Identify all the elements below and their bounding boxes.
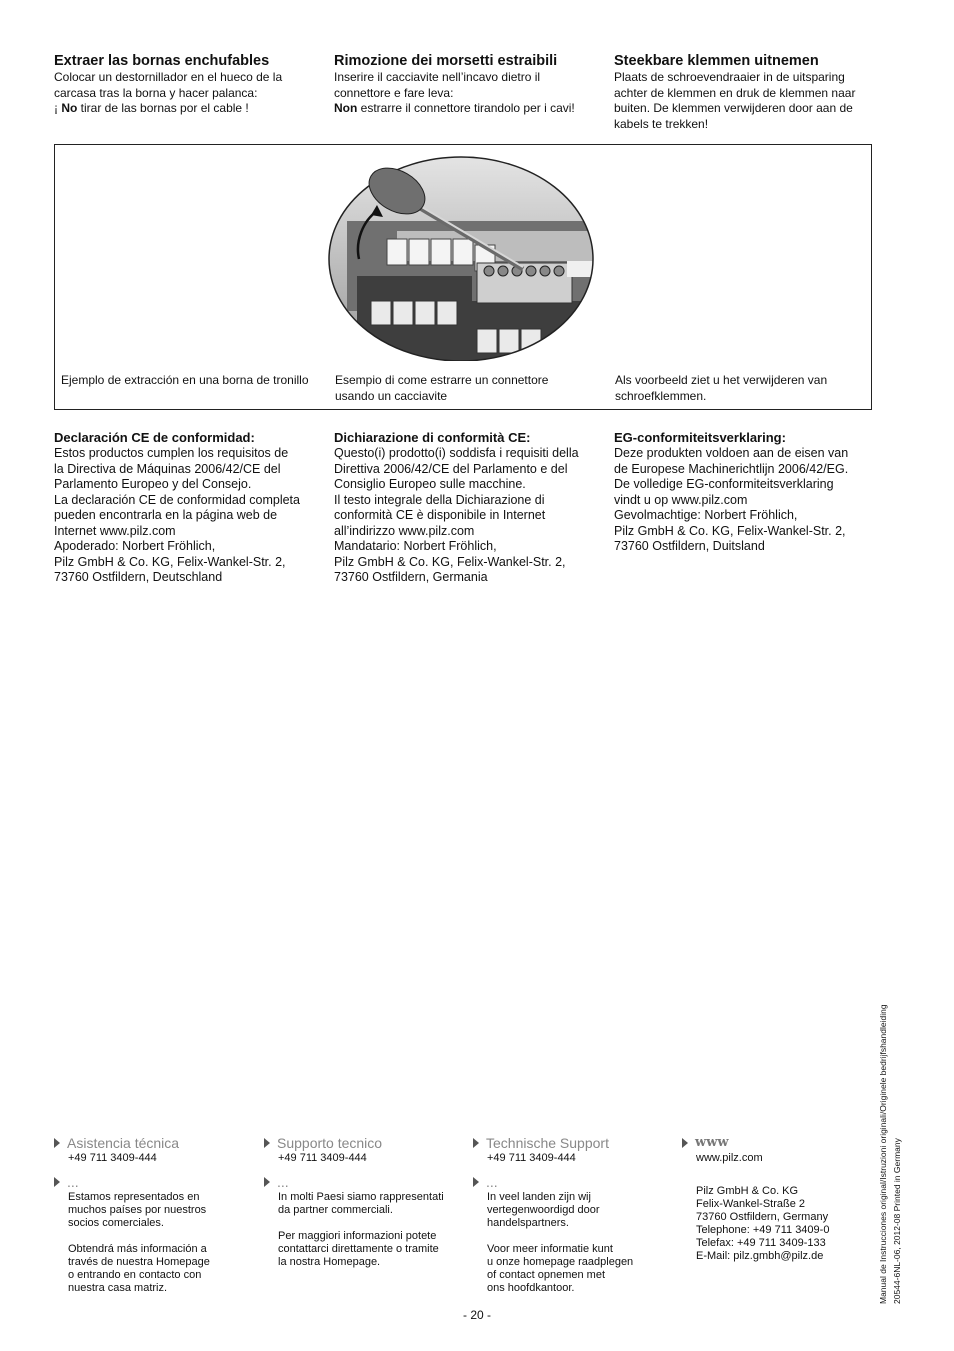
caption-es: Ejemplo de extracción en una borna de tronillo <box>61 373 309 387</box>
declaration-line: Consiglio Europeo sulle macchine. <box>334 477 526 491</box>
footer-line: o entrando en contacto con <box>68 1269 202 1281</box>
declaration-line: Internet www.pilz.com <box>54 523 176 538</box>
website-link[interactable]: www.pilz.com <box>696 1152 763 1164</box>
triangle-bullet-icon <box>54 1177 60 1187</box>
section-es-instructions <box>54 52 316 117</box>
declaration-line: la Directiva de Máquinas 2006/42/CE del <box>54 461 281 476</box>
triangle-bullet-icon <box>473 1138 479 1148</box>
document-number-vertical: 20544-6NL-06, 2012-08 Printed in Germany <box>892 1138 902 1304</box>
footer-line: da partner commerciali. <box>278 1204 393 1216</box>
instruction-line: achter de klemmen en druk de klemmen naar <box>614 85 856 100</box>
declaration-es <box>54 430 324 586</box>
declaration-line: Il testo integrale della Dichiarazione di <box>334 492 545 507</box>
address-line: Pilz GmbH & Co. KG <box>696 1185 799 1197</box>
footer-line: ons hoofdkantoor. <box>487 1282 575 1294</box>
triangle-bullet-icon <box>264 1138 270 1148</box>
footer-line: handelspartners. <box>487 1217 569 1229</box>
email-line[interactable]: E-Mail: pilz.gmbh@pilz.de <box>696 1250 824 1262</box>
support-heading: Supporto tecnico <box>264 1134 454 1152</box>
footer-line: Per maggiori informazioni potete <box>278 1230 437 1242</box>
footer-line: la nostra Homepage. <box>278 1256 381 1268</box>
footer-line: muchos países por nuestros <box>68 1204 207 1216</box>
declaration-title: Dichiarazione di conformità CE: <box>334 430 531 445</box>
instruction-warning: ¡ No tirar de las bornas por el cable ! <box>54 101 249 115</box>
triangle-bullet-icon <box>264 1177 270 1187</box>
more-heading: ... <box>54 1173 244 1191</box>
support-phone: +49 711 3409-444 <box>278 1152 367 1164</box>
declaration-line: De volledige EG-conformiteitsverklaring <box>614 477 834 491</box>
support-phone: +49 711 3409-444 <box>487 1152 576 1164</box>
section-title: Steekbare klemmen uitnemen <box>614 53 819 69</box>
declaration-line: Gevolmachtige: Norbert Fröhlich, <box>614 508 798 522</box>
footer-nl <box>473 1134 663 1295</box>
footer-line: través de nuestra Homepage <box>68 1256 210 1268</box>
declaration-line: Apoderado: Norbert Fröhlich, <box>54 539 216 553</box>
address-line: 73760 Ostfildern, Germany <box>696 1211 829 1223</box>
instruction-line: Plaats de schroevendraaier in de uitsparing <box>614 70 845 84</box>
instruction-line: kabels te trekken! <box>614 116 709 131</box>
instruction-line: Inserire il cacciavite nell’incavo dietro il <box>334 70 541 84</box>
footer-line: socios comerciales. <box>68 1217 164 1229</box>
more-heading: ... <box>264 1173 454 1191</box>
declaration-line: 73760 Ostfildern, Germania <box>334 570 488 584</box>
terminal-removal-illustration <box>327 151 597 361</box>
footer-line: of contact opnemen met <box>487 1269 606 1281</box>
declaration-line: 73760 Ostfildern, Deutschland <box>54 570 223 584</box>
footer-line: Obtendrá más información a <box>68 1243 207 1255</box>
section-title: Rimozione dei morsetti estraibili <box>334 53 558 69</box>
document-reference <box>876 1004 904 1304</box>
more-heading: ... <box>473 1173 663 1191</box>
footer-it <box>264 1134 454 1269</box>
declaration-line: 73760 Ostfildern, Duitsland <box>614 539 765 553</box>
declaration-title: EG-conformiteitsverklaring: <box>614 430 786 445</box>
declaration-line: Pilz GmbH & Co. KG, Felix-Wankel-Str. 2, <box>54 554 286 569</box>
declaration-line: Parlamento Europeo y del Consejo. <box>54 477 252 491</box>
triangle-bullet-icon <box>682 1138 688 1148</box>
footer-line: contattarci direttamente o tramite <box>278 1243 439 1255</box>
declaration-line: Deze produkten voldoen aan de eisen van <box>614 446 849 460</box>
instruction-line: buiten. De klemmen verwijderen door aan de <box>614 101 853 115</box>
footer-line: vertegenwoordigd door <box>487 1204 600 1216</box>
instruction-line: carcasa tras la borna y hacer palanca: <box>54 85 258 100</box>
section-nl-instructions <box>614 52 876 132</box>
declaration-it <box>334 430 604 586</box>
address-line: Felix-Wankel-Straße 2 <box>696 1198 806 1210</box>
illustration-frame <box>54 144 872 410</box>
declaration-line: vindt u op www.pilz.com <box>614 492 748 507</box>
triangle-bullet-icon <box>473 1177 479 1187</box>
declaration-line: Direttiva 2006/42/CE del Parlamento e del <box>334 461 568 476</box>
footer-line: In veel landen zijn wij <box>487 1191 591 1203</box>
footer-line: nuestra casa matriz. <box>68 1282 168 1294</box>
declaration-title: Declaración CE de conformidad: <box>54 430 255 445</box>
support-heading: Asistencia técnica <box>54 1134 244 1152</box>
section-it-instructions <box>334 52 596 117</box>
declaration-line: Questo(i) prodotto(i) soddisfa i requisiti della <box>334 446 579 460</box>
caption-nl: Als voorbeeld ziet u het verwijderen van schroefklemmen. <box>615 373 828 403</box>
support-phone: +49 711 3409-444 <box>68 1152 157 1164</box>
instruction-line: connettore e fare leva: <box>334 85 454 100</box>
instruction-warning: Non estrarre il connettore tirandolo per i cavi! <box>334 101 575 115</box>
footer-www <box>682 1134 872 1263</box>
footer-line: u onze homepage raadplegen <box>487 1256 634 1268</box>
page-number: - 20 - <box>462 1308 491 1322</box>
footer-line: Voor meer informatie kunt <box>487 1243 613 1255</box>
footer-line: Estamos representados en <box>68 1191 200 1203</box>
instruction-line: Colocar un destornillador en el hueco de la <box>54 70 283 84</box>
declaration-line: pueden encontrarla en la página web de <box>54 508 278 522</box>
declaration-line: Pilz GmbH & Co. KG, Felix-Wankel-Str. 2, <box>334 554 566 569</box>
manual-title-vertical: Manual de Instrucciones original/Istruzioni originali/Originele bedrijfshandleiding <box>878 1004 888 1304</box>
declaration-line: all’indirizzo www.pilz.com <box>334 523 475 538</box>
address-line: Telefax: +49 711 3409-133 <box>696 1237 826 1249</box>
section-title: Extraer las bornas enchufables <box>54 53 270 69</box>
declaration-line: Pilz GmbH & Co. KG, Felix-Wankel-Str. 2, <box>614 523 846 538</box>
address-line: Telephone: +49 711 3409-0 <box>696 1224 830 1236</box>
support-heading: Technische Support <box>473 1134 663 1152</box>
triangle-bullet-icon <box>54 1138 60 1148</box>
caption-it: Esempio di come estrarre un connettore usando un cacciavite <box>335 373 549 403</box>
declaration-line: Mandatario: Norbert Fröhlich, <box>334 539 497 553</box>
www-heading: www <box>682 1134 872 1152</box>
declaration-nl <box>614 430 884 555</box>
declaration-line: La declaración CE de conformidad completa <box>54 492 300 507</box>
footer-line: In molti Paesi siamo rappresentati <box>278 1191 444 1203</box>
footer-es <box>54 1134 244 1295</box>
declaration-line: conformità CE è disponibile in Internet <box>334 508 546 522</box>
declaration-line: Estos productos cumplen los requisitos de <box>54 446 289 460</box>
declaration-line: de Europese Machinerichtlijn 2006/42/EG. <box>614 461 849 476</box>
